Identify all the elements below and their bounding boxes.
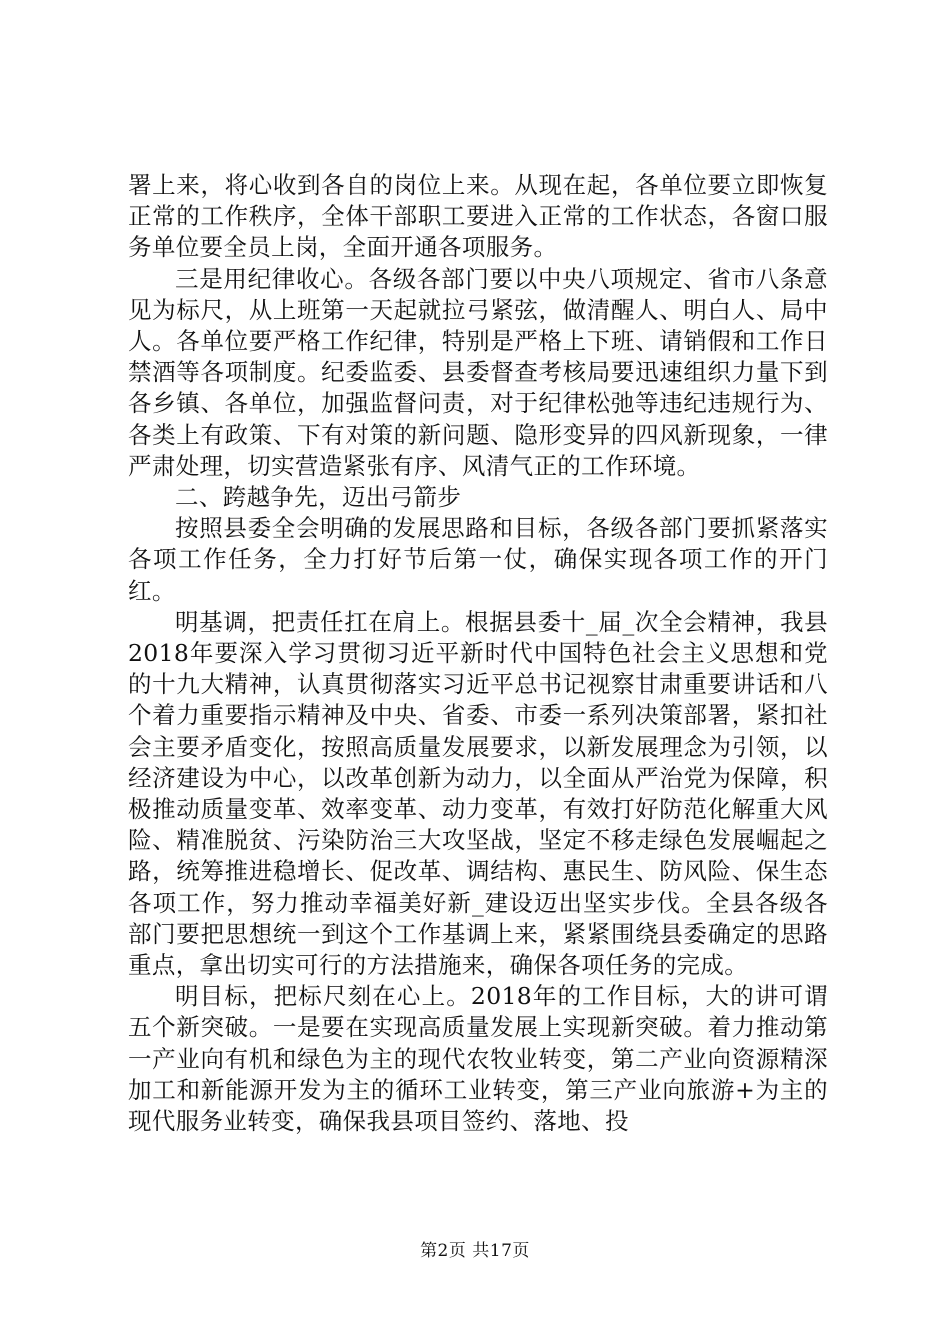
paragraph: 明目标，把标尺刻在心上。2018年的工作目标，大的讲可谓五个新突破。一是要在实现高质量发展上实现新突破。着力推动第一产业向有机和绿色为主的现代农牧业转变，第二产业向资源精深加工和新能源开发为主的循环工业转变，第三产业向旅游+为主的现代服务业转变，确保我县项目签约、落地、投 (128, 982, 828, 1136)
paragraph: 明基调，把责任扛在肩上。根据县委十_届_次全会精神，我县2018年要深入学习贯彻习近平新时代中国特色社会主义思想和党的十九大精神，认真贯彻落实习近平总书记视察甘肃重要讲话和八个着力重要指示精神及中央、省委、市委一系列决策部署，紧扣社会主要矛盾变化，按照高质量发展要求，以新发展理念为引领，以经济建设为中心，以改革创新为动力，以全面从严治党为保障，积极推动质量变革、效率变革、动力变革，有效打好防范化解重大风险、精准脱贫、污染防治三大攻坚战，坚定不移走绿色发展崛起之路，统筹推进稳增长、促改革、调结构、惠民生、防风险、保生态各项工作，努力推动幸福美好新_建设迈出坚实步伐。全县各级各部门要把思想统一到这个工作基调上来，紧紧围绕县委确定的思路重点，拿出切实可行的方法措施来，确保各项任务的完成。 (128, 607, 828, 980)
paragraph: 按照县委全会明确的发展思路和目标，各级各部门要抓紧落实各项工作任务，全力打好节后第一仗，确保实现各项工作的开门红。 (128, 514, 828, 605)
paragraph: 署上来，将心收到各自的岗位上来。从现在起，各单位要立即恢复正常的工作秩序，全体干部职工要进入正常的工作状态，各窗口服务单位要全员上岗，全面开通各项服务。 (128, 171, 828, 262)
page-number-footer: 第2页 共17页 (420, 1241, 530, 1261)
section-heading: 二、跨越争先，迈出弓箭步 (175, 483, 462, 512)
paragraph: 三是用纪律收心。各级各部门要以中央八项规定、省市八条意见为标尺，从上班第一天起就拉弓紧弦，做清醒人、明白人、局中人。各单位要严格工作纪律，特别是严格上下班、请销假和工作日禁酒等各项制度。纪委监委、县委督查考核局要迅速组织力量下到各乡镇、各单位，加强监督问责，对于纪律松弛等违纪违规行为、各类上有政策、下有对策的新问题、隐形变异的四风新现象，一律严肃处理，切实营造紧张有序、风清气正的工作环境。 (128, 264, 828, 480)
document-body (128, 170, 828, 1137)
